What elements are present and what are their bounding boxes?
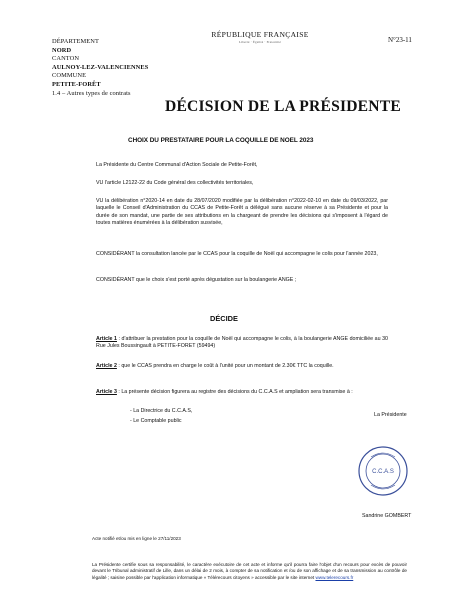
stamp-seal-icon	[357, 445, 409, 497]
administrative-header	[52, 38, 148, 98]
preamble-president: La Présidente du Centre Communal d'Action Sociale de Petite-Forêt,	[96, 162, 258, 168]
republic-motto: Liberté · Égalité · Fraternité	[239, 40, 281, 44]
article-2-label: Article 2	[96, 363, 117, 369]
canton-label: CANTON	[52, 55, 80, 63]
article-2	[96, 363, 388, 370]
preamble-vu-article: VU l'article L2122-22 du Code général des collectivités territoriales,	[96, 180, 254, 186]
recipient-directrice: - La Directrice du C.C.A.S,	[130, 408, 193, 414]
departement-value: NORD	[52, 46, 72, 54]
departement-label: DÉPARTEMENT	[52, 38, 99, 45]
category-label: 1.4 – Autres types de contrats	[52, 89, 131, 97]
canton-value: AULNOY-LEZ-VALENCIENNES	[52, 63, 149, 71]
article-1-label: Article 1	[96, 336, 117, 342]
legal-footer-text: La Présidente certifie sous sa responsabilité, le caractère exécutoire de cet acte et informe qu'il pourra faire l'objet d'un recours pour excès de pouvoir devant le Tribunal administratif de Lille, dans un délai de 2 mois, à compter de sa notification et /ou de son affichage et de sa transmission au contrôle de légalité ; saisine possible par l'application informatique « Télérecours citoyens » accessible par le site internet	[92, 562, 407, 580]
signature-role: La Présidente	[374, 412, 407, 418]
preamble-considerant-consultation: CONSIDÉRANT la consultation lancée par le CCAS pour la coquille de Noël qui accompagne le colis pour l'année 2023,	[96, 251, 378, 257]
article-1-text: : d'attribuer la prestation pour la coquille de Noël qui accompagne le colis, à la boulangerie ANGE domiciliée au 30 Rue Jules Boussingault à PETITE-FORET (59494)	[96, 336, 389, 350]
article-2-text: : que le CCAS prendra en charge le coût à l'unité pour un montant de 2.30€ TTC la coquille.	[116, 363, 334, 369]
acte-notice: Acte notifié et/ou mis en ligne le 27/11/2023	[92, 536, 181, 541]
preamble-considerant-choix: CONSIDÉRANT que le choix s'est porté après dégustation sur la boulangerie ANGE ;	[96, 277, 297, 283]
ccas-stamp	[357, 445, 409, 497]
signatory-name: Sandrine GOMBERT	[362, 513, 412, 519]
commune-label: COMMUNE	[52, 72, 87, 80]
decide-heading: DÉCIDE	[210, 314, 238, 323]
preamble-vu-deliberation: VU la délibération n°2020-14 en date du 28/07/2020 modifiée par la délibération n°2022-02-10 en date du 09/03/2022, par laquelle le Conseil d'Administration du CCAS de Petite-Forêt a délégué sans aucune réserve à sa Présidente et pour la durée de son mandat, une partie de ses attributions en la chargeant de prendre les décisions qui s'imposent à l'égard de toutes matières énumérées à la délibération susvisée,	[96, 198, 388, 226]
article-1	[96, 336, 388, 351]
page-title: DÉCISION DE LA PRÉSIDENTE	[165, 98, 401, 115]
article-3	[96, 389, 388, 396]
decision-number: N°23-11	[388, 36, 412, 44]
recipient-comptable: - Le Comptable public	[130, 418, 182, 424]
decision-subtitle: CHOIX DU PRESTATAIRE POUR LA COQUILLE DE NOEL 2023	[128, 137, 314, 144]
telerecours-link[interactable]: www.telerecours.fr	[315, 574, 354, 580]
republic-heading: RÉPUBLIQUE FRANÇAISE	[211, 30, 309, 39]
legal-footer	[92, 562, 407, 581]
stamp-text: C.C.A.S	[372, 469, 394, 475]
commune-value: PETITE-FORÊT	[52, 80, 101, 88]
article-3-text: : La présente décision figurera au registre des décisions du C.C.A.S et ampliation sera transmise à :	[116, 389, 353, 395]
article-3-label: Article 3	[96, 389, 117, 395]
